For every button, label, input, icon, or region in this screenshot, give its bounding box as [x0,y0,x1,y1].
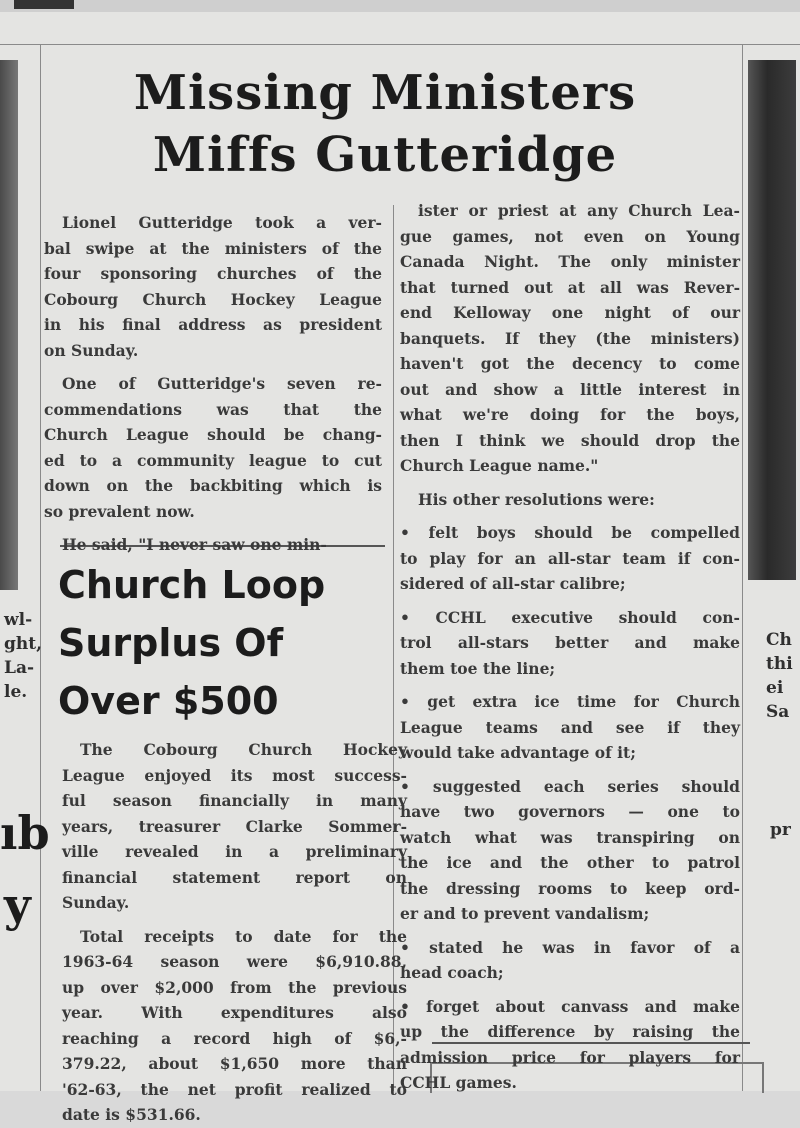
text-line: Church League should be chang- [44,425,382,444]
text-line: what we're doing for the boys, [400,405,740,424]
text-line: CCHL games. [400,1073,517,1092]
text-line: haven't got the decency to come [400,354,740,373]
text-line: '62-63, the net profit realized to [62,1079,407,1099]
text-line: • suggested each series should [400,776,740,796]
text-line: gue games, not even on Young [400,226,740,246]
text-line: ister or priest at any Church Lea- [418,201,740,220]
text-line: 379.22, about $1,650 more than [62,1054,407,1073]
fragment-text: le. [4,682,28,702]
left-edge-big-fragment-2: y [4,878,31,932]
headline-line-2: Miffs Gutteridge [152,127,618,183]
text-line: banquets. If they (the ministers) [400,328,740,348]
text-line: sidered of all-star calibre; [400,574,626,593]
top-edge [0,0,800,12]
text-line: Canada Night. The only minister [400,252,740,271]
text-line: • get extra ice time for Church [400,692,740,711]
right-edge-fragment [766,628,793,724]
left-edge-fragment [4,608,42,704]
subheadline-line-3: Over $500 [58,679,279,723]
headline-line-1: Missing Ministers [133,65,637,121]
adjacent-photo-left [0,60,18,590]
fragment-text: Sa [766,702,790,722]
column-rule-left [40,44,41,1091]
article-2-body [62,737,407,1128]
article-column-1 [44,210,382,558]
text-line: • CCHL executive should con- [400,607,740,627]
text-line: to play for an all-star team if con- [400,548,740,568]
right-edge-fragment-lower: pr [770,820,791,840]
text-line: One of Gutteridge's seven re- [62,374,382,393]
text-line: four sponsoring churches of the [44,264,382,283]
text-line: head coach; [400,963,504,982]
article-column-2 [400,198,740,1096]
text-line: so prevalent now. [44,501,195,521]
subheadline-line-1: Church Loop [58,563,326,607]
text-line: them toe the line; [400,658,556,678]
text-line: out and show a little interest in [400,379,740,399]
text-line: watch what was transpiring on [400,827,740,847]
text-line: up over $2,000 from the previous [62,977,407,997]
text-line: up the difference by raising the [400,1022,740,1041]
text-line: Total receipts to date for the [80,926,407,946]
text-line: League enjoyed its most success- [62,765,407,785]
text-line: commendations was that the [44,399,382,419]
fragment-text: wl- [4,610,33,630]
text-line: ville revealed in a preliminary [62,842,407,861]
text-line: The Cobourg Church Hockey [80,740,407,759]
text-line: er and to prevent vandalism; [400,904,650,923]
fragment-text: thi [766,654,793,674]
fragment-text: Ch [766,630,792,650]
top-rule [0,44,800,45]
fragment-text: ei [766,678,784,698]
text-line: bal swipe at the ministers of the [44,238,382,258]
text-line: trol all-stars better and make [400,633,740,652]
text-line: reaching a record high of $6,- [62,1028,407,1048]
text-line: end Kelloway one night of our [400,303,740,322]
text-line: year. With expenditures also [62,1003,407,1022]
text-line: the ice and the other to patrol [400,853,740,872]
text-line: the dressing rooms to keep ord- [400,878,740,898]
text-line: years, treasurer Clarke Sommer- [62,816,407,836]
fragment-text: ght, [4,634,43,654]
column-rule-right [742,44,743,1091]
text-line: financial statement report on [62,867,407,887]
text-line: that turned out at all was Rever- [400,277,740,297]
text-line: Lionel Gutteridge took a ver- [62,213,382,232]
text-line: ful season financially in many [62,791,407,810]
left-edge-big-fragment-1: ıb [0,806,50,860]
text-line: in his final address as president [44,315,382,334]
subheadline-line-2: Surplus Of [58,621,284,665]
text-line: on Sunday. [44,340,139,360]
text-line: • forget about canvass and make [400,996,740,1016]
text-line: Church League name." [400,456,599,475]
top-edge-mark [14,0,74,9]
text-line: His other resolutions were: [418,489,655,509]
text-line: admission price for players for [400,1047,740,1067]
text-line: Cobourg Church Hockey League [44,289,382,309]
text-line: date is $531.66. [62,1105,201,1124]
text-line: He said, "I never saw one min- [62,535,327,554]
text-line: then I think we should drop the [400,430,740,450]
adjacent-photo-right [748,60,796,580]
text-line: ed to a community league to cut [44,450,382,470]
text-line: League teams and see if they [400,717,740,737]
text-line: • stated he was in favor of a [400,937,740,957]
text-line: down on the backbiting which is [44,476,382,495]
fragment-text: La- [4,658,35,678]
text-line: have two governors — one to [400,802,740,821]
text-line: Sunday. [62,893,130,912]
text-line: 1963-64 season were $6,910.88, [62,952,407,971]
text-line: would take advantage of it; [400,743,636,762]
text-line: • felt boys should be compelled [400,523,740,542]
